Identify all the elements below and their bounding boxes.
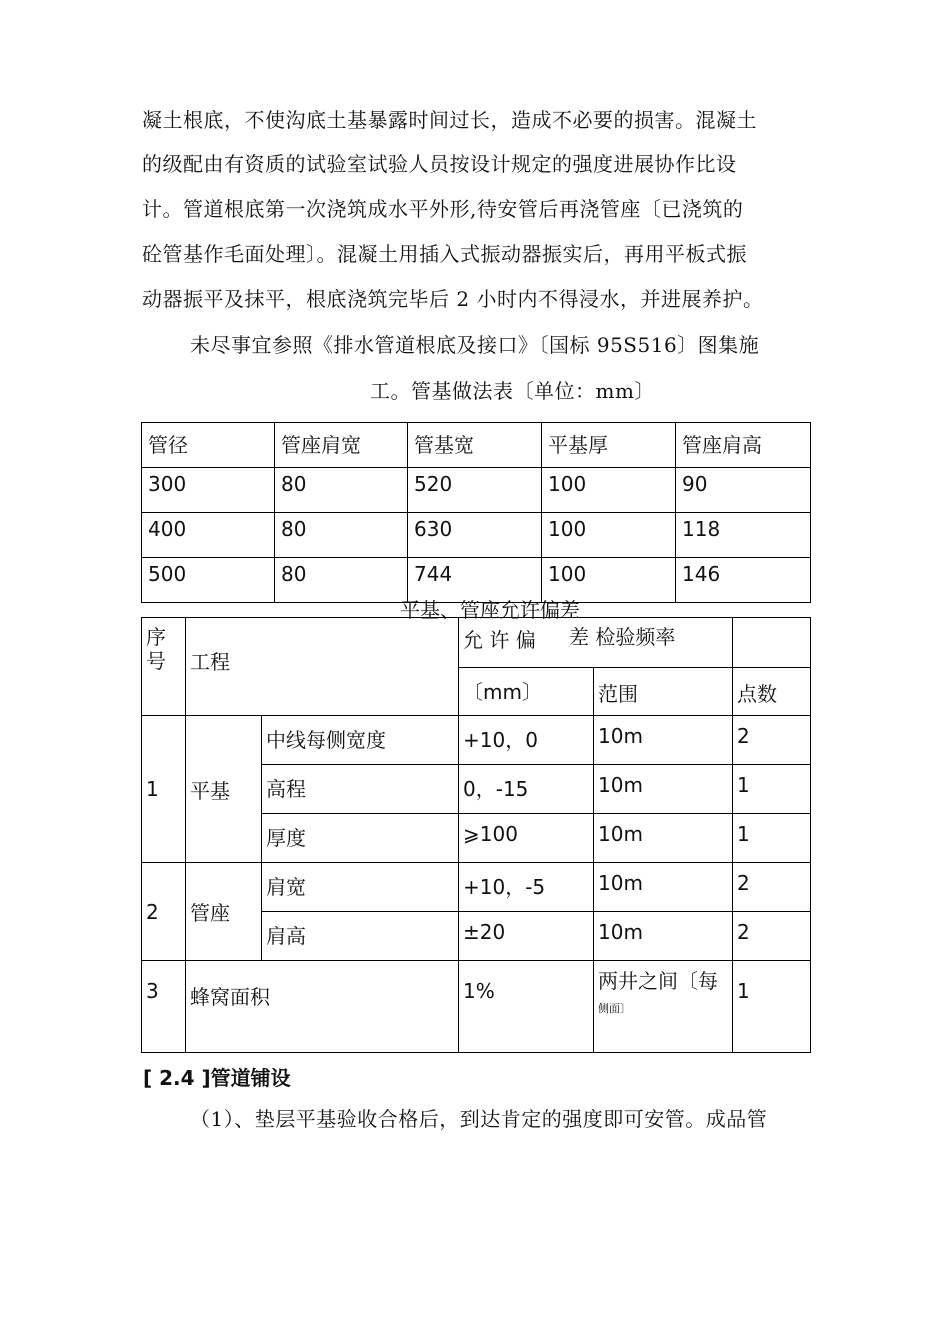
table-row — [142, 716, 811, 765]
group-name: 平基 — [186, 716, 262, 863]
dev-cell: +10，-5 — [459, 863, 594, 912]
table-row — [142, 961, 811, 1053]
range-cell: 10m — [594, 716, 733, 765]
header-cell: 管基宽 — [408, 423, 542, 468]
points-cell: 1 — [733, 961, 811, 1053]
table-row — [142, 863, 811, 912]
group-no: 1 — [142, 716, 186, 863]
range-cell: 10m — [594, 814, 733, 863]
paragraph-line: （1）、垫层平基验收合格后，到达肯定的强度即可安管。成品管 — [190, 1107, 768, 1131]
range-cell: 10m — [594, 863, 733, 912]
dev-cell: ⩾100 — [459, 814, 594, 863]
paragraph-line: 动器振平及抹平，根底浇筑完毕后 2 小时内不得浸水，并进展养护。 — [142, 287, 764, 311]
cell: 520 — [408, 468, 542, 513]
cell: 118 — [676, 513, 811, 558]
item-cell: 肩高 — [262, 912, 459, 961]
group-no: 2 — [142, 863, 186, 961]
table-row — [142, 513, 811, 558]
range-cell: 10m — [594, 912, 733, 961]
cell: 400 — [142, 513, 275, 558]
header-unit: 〔mm〕 — [459, 668, 594, 716]
paragraph-line: 的级配由有资质的试验室试验人员按设计规定的强度进展协作比设 — [142, 152, 737, 176]
header-allow — [459, 618, 733, 668]
range-text: 两井之间〔每 — [598, 969, 718, 993]
range-cell: 10m — [594, 765, 733, 814]
note-line: 未尽事宜参照《排水管道根底及接口》〔国标 95S516〕图集施 — [190, 333, 760, 357]
header-range: 范围 — [594, 668, 733, 716]
section-heading: [ 2.4 ]管道铺设 — [143, 1066, 291, 1090]
cell: 300 — [142, 468, 275, 513]
tolerance-table — [141, 617, 811, 1053]
dev-cell: ±20 — [459, 912, 594, 961]
header-project: 工程 — [186, 618, 459, 716]
tolerance-table-title: 平基、管座允许偏差 — [400, 598, 580, 622]
cell: 744 — [408, 558, 542, 603]
cell: 80 — [275, 468, 408, 513]
paragraph-line: 砼管基作毛面处理〕。混凝土用插入式振动器振实后，再用平板式振 — [142, 242, 747, 266]
points-cell: 2 — [733, 863, 811, 912]
table-row — [142, 468, 811, 513]
item-cell: 中线每侧宽度 — [262, 716, 459, 765]
cell: 100 — [542, 513, 676, 558]
group-name: 管座 — [186, 863, 262, 961]
seq-label: 序 — [146, 625, 166, 649]
header-points: 点数 — [733, 668, 811, 716]
pipe-base-table — [141, 422, 811, 603]
item-cell: 厚度 — [262, 814, 459, 863]
table-header-row — [142, 423, 811, 468]
dev-cell: +10，0 — [459, 716, 594, 765]
cell: 80 — [275, 558, 408, 603]
header-empty — [733, 618, 811, 668]
header-seq — [142, 618, 186, 716]
group-name: 蜂窝面积 — [186, 961, 459, 1053]
paragraph-line: 计。管道根底第一次浇筑成水平外形,待安管后再浇管座〔已浇筑的 — [142, 197, 744, 221]
cell: 80 — [275, 513, 408, 558]
cell: 100 — [542, 558, 676, 603]
range-text-2: 侧面〕 — [598, 1002, 631, 1015]
header-cell: 管座肩高 — [676, 423, 811, 468]
cell: 500 — [142, 558, 275, 603]
dev-cell: 0，-15 — [459, 765, 594, 814]
group-no: 3 — [142, 961, 186, 1053]
points-cell: 2 — [733, 716, 811, 765]
item-cell: 高程 — [262, 765, 459, 814]
table-header-row — [142, 618, 811, 668]
cell: 90 — [676, 468, 811, 513]
dev-cell: 1% — [459, 961, 594, 1053]
diff-freq-label: 差 检验频率 — [569, 625, 676, 649]
header-cell: 管座肩宽 — [275, 423, 408, 468]
item-cell: 肩宽 — [262, 863, 459, 912]
points-cell: 1 — [733, 814, 811, 863]
cell: 630 — [408, 513, 542, 558]
header-cell: 管径 — [142, 423, 275, 468]
paragraph-line: 凝土根底，不使沟底土基暴露时间过长，造成不必要的损害。混凝土 — [142, 108, 757, 132]
header-cell: 平基厚 — [542, 423, 676, 468]
cell: 100 — [542, 468, 676, 513]
table1-caption: 工。管基做法表〔单位：mm〕 — [370, 379, 655, 403]
points-cell: 2 — [733, 912, 811, 961]
allow-label: 允 许 偏 — [463, 628, 536, 652]
points-cell: 1 — [733, 765, 811, 814]
cell: 146 — [676, 558, 811, 603]
range-cell — [594, 961, 733, 1053]
seq-label-2: 号 — [146, 649, 166, 673]
